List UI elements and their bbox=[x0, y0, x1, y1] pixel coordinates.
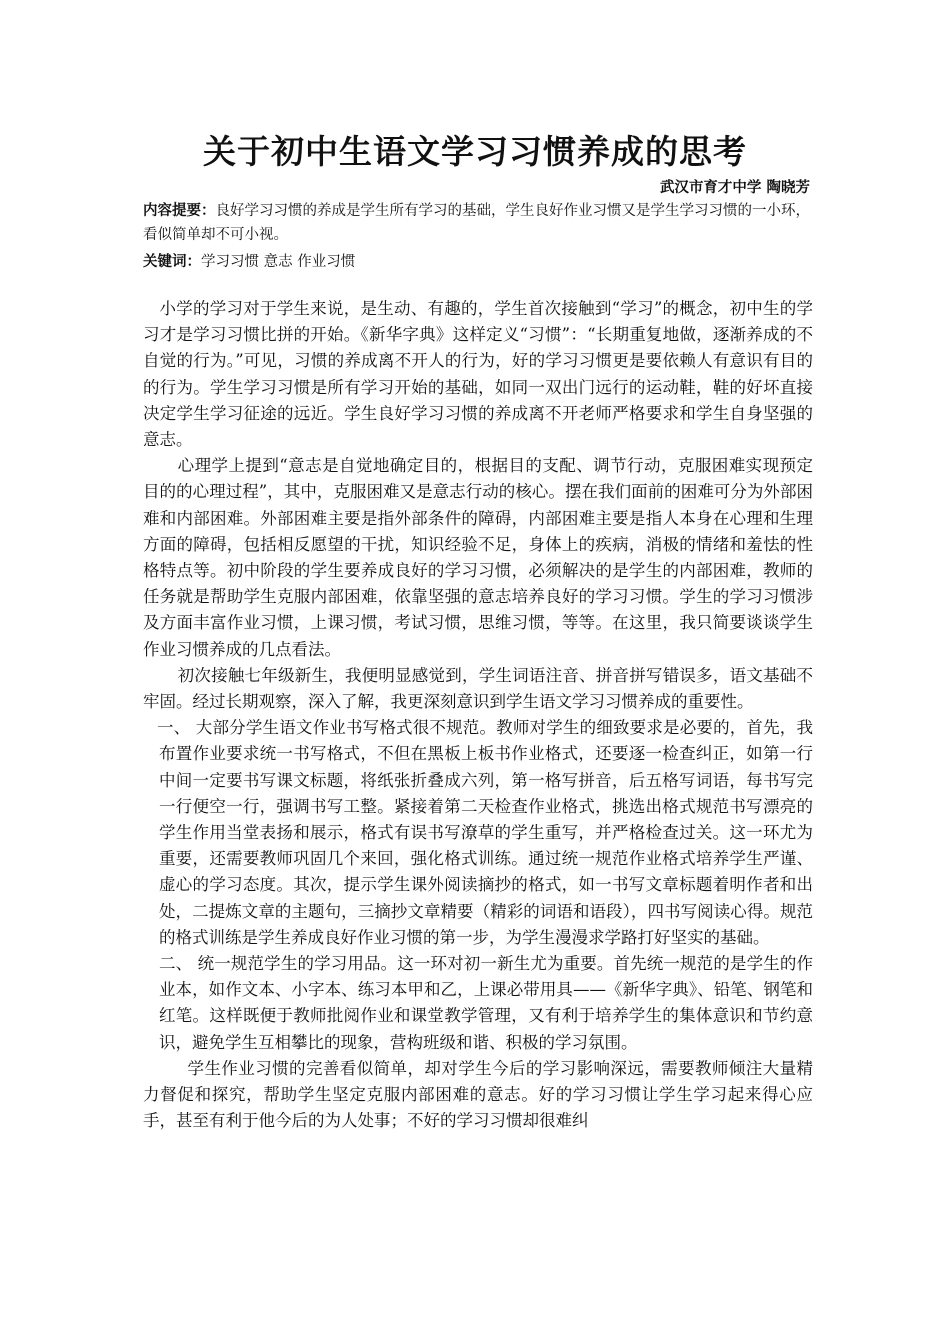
document-title: 关于初中生语文学习习惯养成的思考 bbox=[203, 132, 747, 171]
body-paragraph: 学生作业习惯的完善看似简单，却对学生今后的学习影响深远，需要教师倾注大量精力督促和探究，帮助学生坚定克服内部困难的意志。好的学习习惯让学生学习起来得心应手，甚至有利于他今后的为人处事；不好的学习习惯却很难纠 bbox=[143, 1058, 813, 1131]
list-item bbox=[143, 951, 813, 1056]
abstract bbox=[143, 199, 813, 247]
keywords-text: 学习习惯 意志 作业习惯 bbox=[201, 254, 356, 270]
author-line: 武汉市育才中学 陶晓芳 bbox=[659, 180, 810, 196]
abstract-label: 内容提要： bbox=[143, 203, 216, 219]
list-item bbox=[143, 715, 813, 951]
keywords bbox=[143, 250, 813, 274]
list-item-text: 一、 大部分学生语文作业书写格式很不规范。教师对学生的细致要求是必要的，首先，我布置作业要求统一书写格式，不但在黑板上板书作业格式，还要逐一检查纠正，如第一行中间一定要书写课文标题，将纸张折叠成六列，第一格写拼音，后五格写词语，每书写完一行便空一行，强调书写工整。紧接着第二天检查作业格式，挑选出格式规范书写漂亮的学生作用当堂表扬和展示，格式有误书写潦草的学生重写，并严格检查过关。这一环尤为重要，还需要教师巩固几个来回，强化格式训练。通过统一规范作业格式培养学生严谨、虚心的学习态度。其次，提示学生课外阅读摘抄的格式，如一书写文章标题着明作者和出处，二提炼文章的主题句，三摘抄文章精要（精彩的词语和语段），四书写阅读心得。规范的格式训练是学生养成良好作业习惯的第一步，为学生漫漫求学路打好坚实的基础。 bbox=[157, 718, 813, 947]
body-paragraph: 心理学上提到“意志是自觉地确定目的，根据目的支配、调节行动，克服困难实现预定目的的心理过程”，其中，克服困难又是意志行动的核心。摆在我们面前的困难可分为外部困难和内部困难。外部困难主要是指外部条件的障碍，内部困难主要是指人本身在心理和生理方面的障碍，包括相反愿望的干扰，知识经验不足，身体上的疾病，消极的情绪和羞怯的性格特点等。初中阶段的学生要养成良好的学习习惯，必须解决的是学生的内部困难，教师的任务就是帮助学生克服内部困难，依靠坚强的意志培养良好的学习习惯。学生的学习习惯涉及方面丰富作业习惯，上课习惯，考试习惯，思维习惯，等等。在这里，我只简要谈谈学生作业习惯养成的几点看法。 bbox=[143, 456, 813, 659]
document-body bbox=[143, 296, 813, 1135]
keywords-label: 关键词： bbox=[143, 254, 201, 270]
body-paragraph: 小学的学习对于学生来说，是生动、有趣的，学生首次接触到“学习”的概念，初中生的学习才是学习习惯比拼的开始。《新华字典》这样定义“习惯”：“长期重复地做，逐渐养成的不自觉的行为。”可见，习惯的养成离不开人的行为，好的学习习惯更是要依赖人有意识有目的的行为。学生学习习惯是所有学习开始的基础，如同一双出门远行的运动鞋，鞋的好坏直接决定学生学习征途的远近。学生良好学习习惯的养成离不开老师严格要求和学生自身坚强的意志。 bbox=[143, 299, 813, 450]
abstract-text: 良好学习习惯的养成是学生所有学习的基础，学生良好作业习惯又是学生学习习惯的一小环，看似简单却不可小视。 bbox=[143, 203, 810, 243]
body-paragraph: 初次接触七年级新生，我便明显感觉到，学生词语注音、拼音拼写错误多，语文基础不牢固。经过长期观察，深入了解，我更深刻意识到学生语文学习习惯养成的重要性。 bbox=[143, 665, 813, 712]
list-item-text: 二、 统一规范学生的学习用品。这一环对初一新生尤为重要。首先统一规范的是学生的作业本，如作文本、小字本、练习本甲和乙，上课必带用具——《新华字典》、铅笔、钢笔和红笔。这样既便于教师批阅作业和课堂教学管理，又有利于培养学生的集体意识和节约意识，避免学生互相攀比的现象，营构班级和谐、积极的学习氛围。 bbox=[159, 954, 813, 1052]
